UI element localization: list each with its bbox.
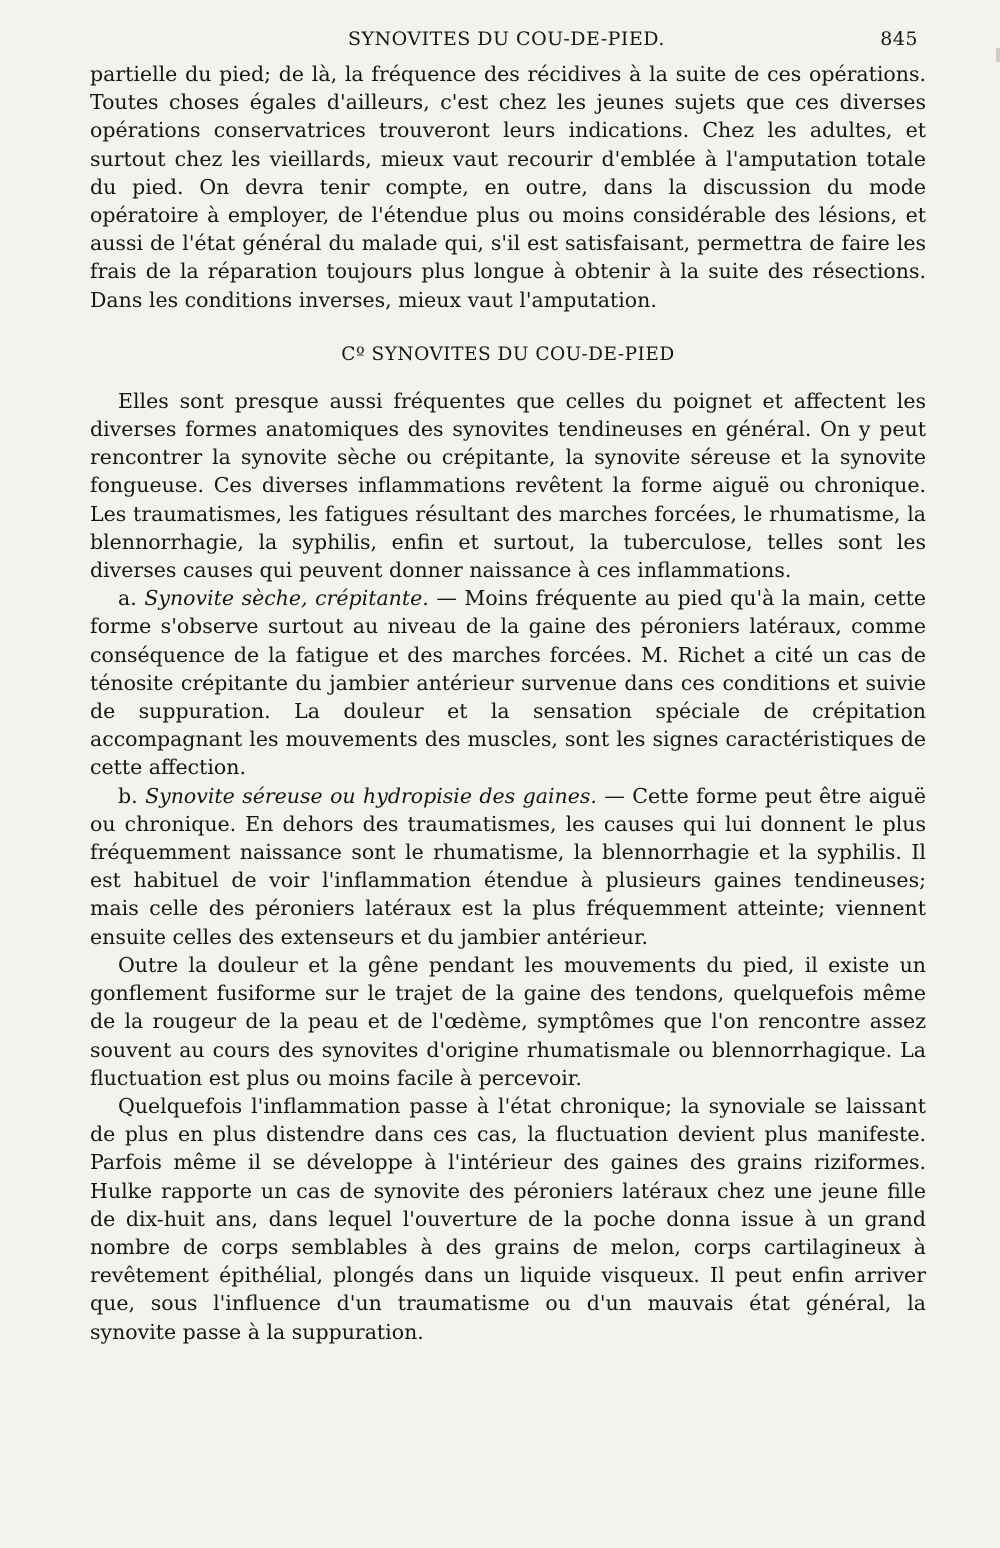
- running-title: SYNOVITES DU COU-DE-PIED.: [348, 28, 665, 50]
- paragraph-continued: partielle du pied; de là, la fréquence des récidives à la suite de ces opérations. Toutes choses égales d'ailleurs, c'est chez les jeunes sujets que ces diverses opérations conservatrices trouveront leurs indications. Chez les adultes, et surtout chez les vieillards, mieux vaut recourir d'emblée à l'amputation totale du pied. On devra tenir compte, en outre, dans la discussion du mode opératoire à employer, de l'étendue plus ou moins considérable des lésions, et aussi de l'état général du malade qui, s'il est satisfaisant, permettra de faire les frais de la réparation toujours plus longue à obtenir à la suite des résections. Dans les conditions inverses, mieux vaut l'amputation.: [90, 62, 926, 312]
- body-text: [90, 60, 926, 1346]
- subsection-label-a: a.: [118, 586, 137, 611]
- page-edge-mark: [996, 48, 1000, 62]
- paragraph-symptoms: Outre la douleur et la gêne pendant les mouvements du pied, il existe un gonflement fusiforme sur le trajet de la gaine des tendons, quelquefois même de la rougeur de la peau et de l'œdème, symptômes que l'on rencontre assez souvent au cours des synovites d'origine rhumatismale ou blennorrhagique. La fluctuation est plus ou moins facile à percevoir.: [90, 952, 926, 1090]
- subsection-title-a: Synovite sèche, crépitante.: [144, 586, 429, 611]
- subsection-label-b: b.: [118, 783, 138, 808]
- paragraph-intro: Elles sont presque aussi fréquentes que celles du poignet et affectent les diverses formes anatomiques des synovites tendineuses en général. On y peut rencontrer la synovite sèche ou crépitante, la synovite séreuse et la synovite fongueuse. Ces diverses inflammations revêtent la forme aiguë ou chronique. Les traumatismes, les fatigues résultant des marches forcées, le rhumatisme, la blennorrhagie, la syphilis, enfin et surtout, la tuberculose, telles sont les diverses causes qui peuvent donner naissance à ces inflammations.: [90, 388, 926, 583]
- paragraph-synovite-seche: [90, 584, 926, 781]
- paragraph-synovite-sereuse: [90, 782, 926, 951]
- page-number: 845: [880, 28, 918, 50]
- subsection-title-b: Synovite séreuse ou hydropisie des gaines.: [145, 783, 597, 808]
- subsection-text-a: — Moins fréquente au pied qu'à la main, cette forme s'observe surtout au niveau de la gaine des péroniers latéraux, comme conséquence de la fatigue et des marches forcées. M. Richet a cité un cas de ténosite crépitante du jambier antérieur survenue dans ces conditions et suivie de suppuration. La douleur et la sensation spéciale de crépitation accompagnant les mouvements des muscles, sont les signes caractéristiques de cette affection.: [90, 586, 926, 780]
- running-header: [90, 24, 926, 60]
- document-page: [90, 24, 926, 1346]
- paragraph-chronic: Quelquefois l'inflammation passe à l'état chronique; la synoviale se laissant de plus en plus distendre dans ces cas, la fluctuation devient plus manifeste. Parfois même il se développe à l'intérieur des gaines des grains riziformes. Hulke rapporte un cas de synovite des péroniers latéraux chez une jeune fille de dix-huit ans, dans lequel l'ouverture de la poche donna issue à un grand nombre de corps semblables à des grains de melon, corps cartilagineux à revêtement épithélial, plongés dans un liquide visqueux. Il peut enfin arriver que, sous l'influence d'un traumatisme ou d'un mauvais état général, la synovite passe à la suppuration.: [90, 1093, 926, 1344]
- subsection-text-b: — Cette forme peut être aiguë ou chronique. En dehors des traumatismes, les causes qui lui donnent le plus fréquemment naissance sont le rhumatisme, la blennorrhagie et la syphilis. Il est habituel de voir l'inflammation étendue à plusieurs gaines tendineuses; mais celle des péroniers latéraux est la plus fréquemment atteinte; viennent ensuite celles des extenseurs et du jambier antérieur.: [90, 783, 926, 949]
- section-heading: Cº SYNOVITES DU COU-DE-PIED: [341, 343, 675, 365]
